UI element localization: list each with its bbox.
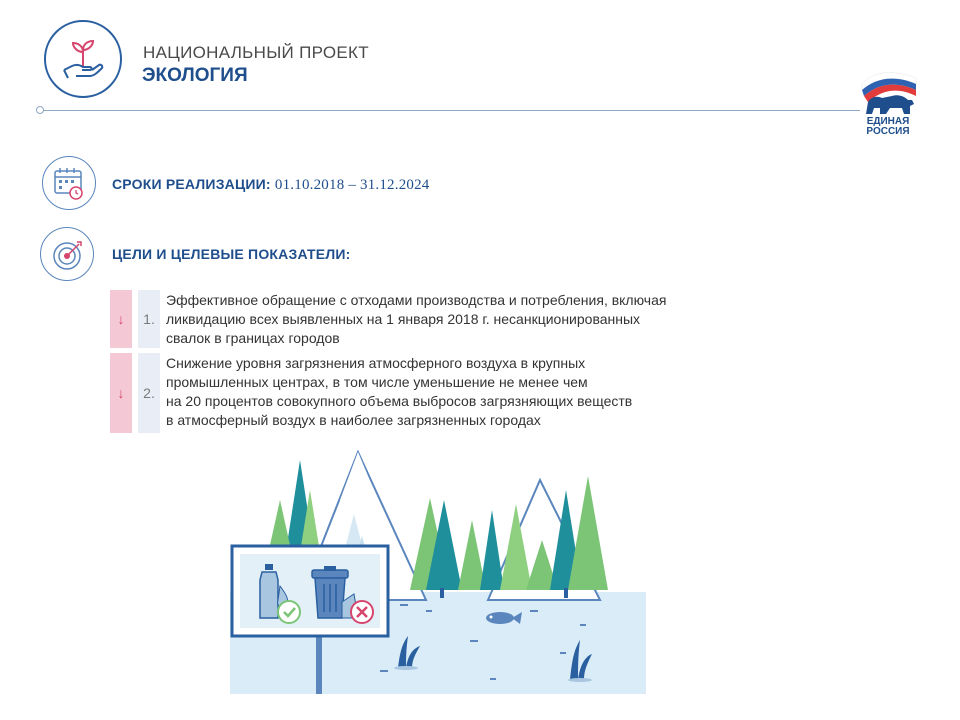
terms-label-row: [112, 176, 430, 194]
target-icon-circle: [40, 227, 94, 281]
goal-number: 1.: [138, 290, 160, 348]
goal-item-1: [110, 290, 730, 348]
header-divider-dot: [36, 106, 44, 114]
party-name: [856, 117, 920, 137]
header-subtitle: НАЦИОНАЛЬНЫЙ ПРОЕКТ: [143, 43, 369, 62]
goal-text-line: в атмосферный воздух в наиболее загрязненных городах: [166, 412, 541, 428]
terms-value: 01.10.2018 – 31.12.2024: [274, 177, 430, 193]
goal-item-2: [110, 353, 730, 433]
goal-text: [166, 354, 632, 433]
target-icon: [41, 228, 93, 280]
calendar-clock-icon: [43, 157, 95, 209]
check-icon: [278, 601, 300, 623]
goal-text-line: свалок в границах городов: [166, 330, 340, 346]
header-divider: [42, 110, 860, 111]
goal-text-line: промышленных центрах, в том числе уменьшение не менее чем: [166, 374, 588, 390]
goal-text-line: Снижение уровня загрязнения атмосферного воздуха в крупных: [166, 355, 586, 371]
goal-text-line: на 20 процентов совокупного объема выбросов загрязняющих веществ: [166, 393, 633, 409]
terms-label: СРОКИ РЕАЛИЗАЦИИ:: [112, 176, 271, 192]
header-title: ЭКОЛОГИЯ: [142, 65, 248, 86]
goal-text-line: ликвидацию всех выявленных на 1 января 2018 г. несанкционированных: [166, 311, 641, 327]
down-arrow-icon: ↓: [110, 353, 132, 433]
goal-text-line: Эффективное обращение с отходами производства и потребления, включая: [166, 292, 667, 308]
bear-flag-icon: [856, 66, 920, 116]
project-emblem: [44, 20, 122, 98]
calendar-clock-icon-circle: [42, 156, 96, 210]
goal-text: [166, 291, 666, 348]
ecology-illustration: [230, 440, 650, 698]
party-name-line2: РОССИЯ: [866, 126, 910, 137]
goals-label: ЦЕЛИ И ЦЕЛЕВЫЕ ПОКАЗАТЕЛИ:: [112, 246, 351, 262]
party-name-line1: ЕДИНАЯ: [866, 116, 910, 127]
down-arrow-icon: ↓: [110, 290, 132, 348]
sprout-hand-icon: [46, 22, 120, 96]
goal-number: 2.: [138, 353, 160, 433]
